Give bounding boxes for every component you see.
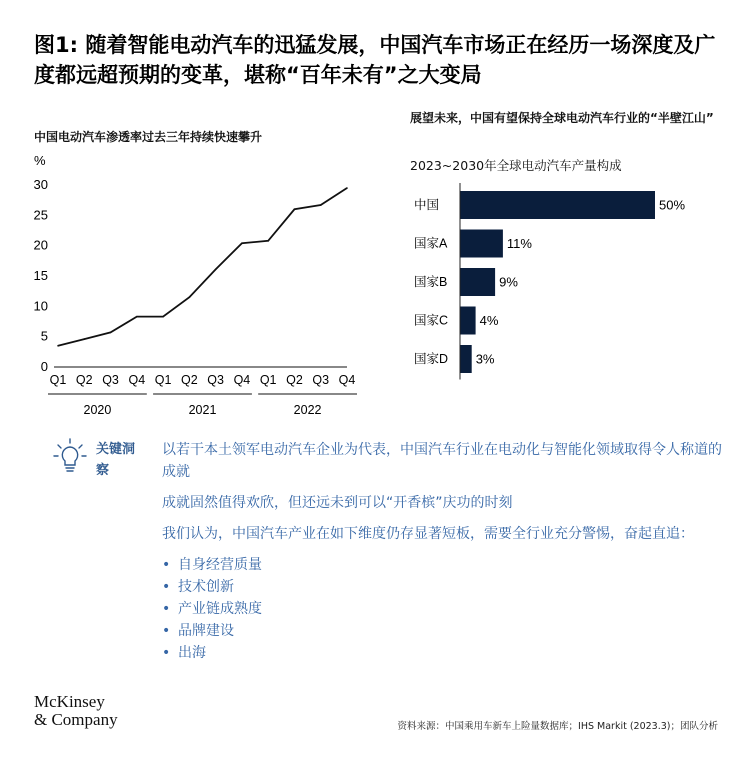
y-tick-label: 15	[33, 268, 48, 283]
insight-bullet: • 技术创新	[162, 576, 722, 598]
bar-chart	[400, 175, 730, 385]
bar	[460, 230, 503, 258]
year-group-label: 2020	[83, 403, 112, 417]
bar	[460, 307, 476, 335]
x-tick-label: Q3	[312, 373, 330, 387]
page-title: 图1: 随着智能电动汽车的迅猛发展，中国汽车市场正在经历一场深度及广度都远超预期的变革，堪称“百年未有”之大变局	[34, 33, 716, 87]
x-tick-label: Q3	[207, 373, 224, 387]
y-tick-label: 25	[33, 207, 48, 223]
bar-chart-title: 展望未来，中国有望保持全球电动汽车行业的“半壁江山”	[410, 111, 714, 125]
data-point	[136, 316, 138, 318]
bar-category-label: 中国	[414, 198, 440, 212]
logo-line: McKinsey	[34, 692, 105, 711]
data-point	[83, 338, 85, 340]
bar-value-label: 4%	[479, 313, 499, 328]
bar-chart-subtitle: 2023~2030年全球电动汽车产量构成	[410, 158, 622, 173]
data-point	[241, 242, 243, 244]
bar-category-label: 国家D	[414, 352, 449, 366]
mckinsey-logo	[34, 693, 118, 729]
y-tick-label: 10	[33, 298, 48, 314]
x-tick-label: Q2	[75, 373, 93, 387]
lightbulb-icon	[50, 437, 90, 477]
data-point	[162, 316, 164, 318]
bar-category-label: 国家B	[414, 275, 448, 289]
x-tick-label: Q2	[286, 373, 303, 387]
data-point	[189, 296, 191, 298]
insight-paragraph: 成就固然值得欢欣，但还远未到可以“开香槟”庆功的时刻	[162, 495, 513, 511]
y-tick-label: 5	[40, 328, 48, 344]
x-tick-label: Q4	[128, 373, 146, 387]
x-tick-label: Q1	[49, 373, 67, 387]
data-point	[267, 240, 269, 242]
bar	[460, 345, 472, 373]
bar-category-label: 国家C	[414, 313, 449, 328]
key-insight-label: 关键洞察	[96, 442, 136, 478]
year-group-label: 2021	[188, 403, 217, 417]
insight-bullet: • 自身经营质量	[162, 554, 722, 576]
x-tick-label: Q4	[233, 373, 251, 387]
insight-bullet-list	[162, 554, 722, 664]
line-chart	[0, 145, 380, 420]
bar-value-label: 11%	[506, 236, 532, 251]
insight-paragraph: 我们认为，中国汽车产业在如下维度仍存显著短板，需要全行业充分警惕，奋起直追：	[162, 526, 694, 542]
bar-value-label: 3%	[475, 351, 495, 367]
line-chart-title: 中国电动汽车渗透率过去三年持续快速攀升	[34, 130, 263, 144]
data-point	[215, 269, 217, 271]
x-tick-label: Q1	[154, 373, 172, 387]
year-group-label: 2022	[293, 403, 322, 417]
insight-bullet: • 出海	[162, 642, 722, 664]
x-tick-label: Q1	[259, 373, 277, 387]
bar	[460, 191, 655, 219]
bar-value-label: 9%	[499, 274, 518, 290]
bar-value-label: 50%	[659, 197, 686, 213]
insight-bullet: • 品牌建设	[162, 620, 722, 642]
insight-text	[162, 439, 722, 664]
bar-category-label: 国家A	[414, 236, 448, 251]
bar	[460, 268, 495, 296]
insight-paragraph: 以若干本土领军电动汽车企业为代表，中国汽车行业在电动化与智能化领域取得令人称道的成就	[162, 442, 722, 480]
y-tick-label: 0	[40, 359, 48, 374]
y-tick-label: 20	[33, 237, 48, 253]
x-tick-label: Q4	[338, 373, 356, 387]
x-tick-label: Q2	[181, 373, 198, 387]
data-point	[57, 345, 59, 347]
data-point	[294, 208, 296, 210]
source-note: 资料来源：中国乘用车新车上险量数据库；IHS Markit (2023.3)；团队分析	[397, 721, 718, 732]
data-point	[346, 187, 348, 189]
x-tick-label: Q3	[102, 373, 119, 387]
data-point	[320, 204, 322, 206]
y-tick-label: 30	[33, 177, 48, 192]
insight-bullet: • 产业链成熟度	[162, 598, 722, 620]
penetration-line	[58, 188, 347, 346]
logo-line: & Company	[34, 710, 118, 729]
data-point	[110, 332, 112, 334]
y-axis-unit: %	[34, 153, 46, 168]
